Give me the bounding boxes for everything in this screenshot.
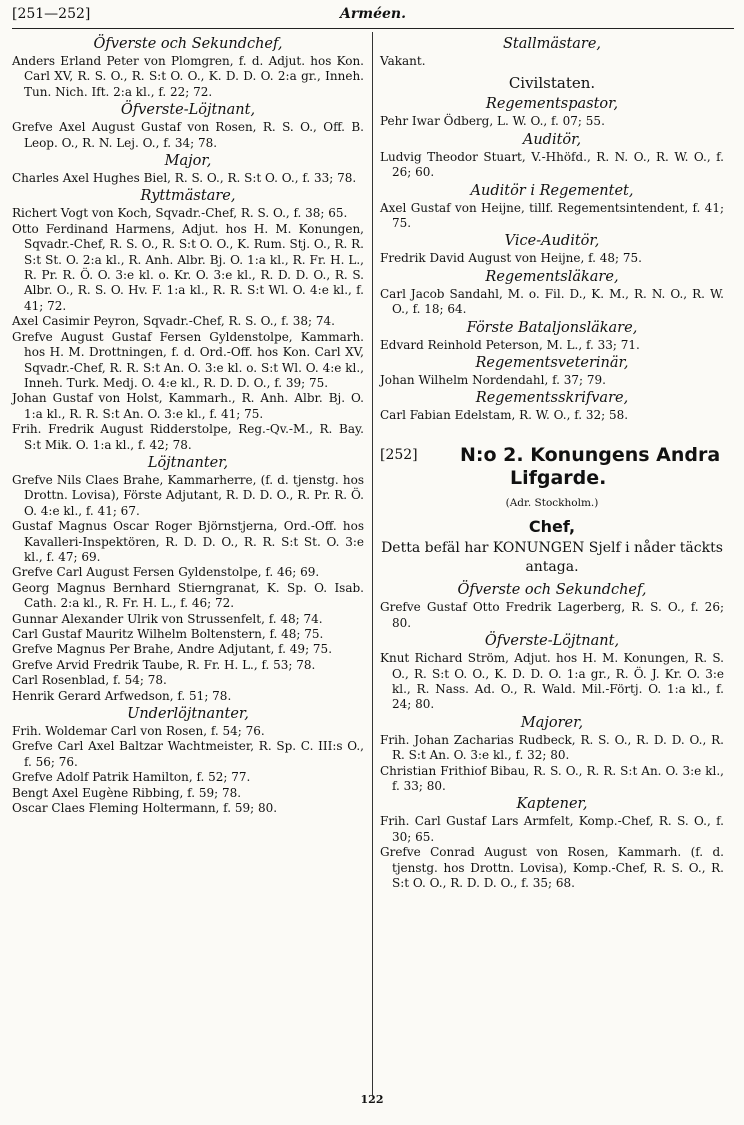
regiment-subtitle: Lifgarde. [510,466,607,489]
person-entry: Grefve Axel August Gustaf von Rosen, R. S. O., Off. B. Leop. O., R. N. Lej. O., f. 34; 78. [12,120,364,150]
person-entry: Axel Gustaf von Heijne, tillf. Regementsintendent, f. 41; 75. [380,200,724,231]
person-entry: Grefve Magnus Per Brahe, Andre Adjutant, f. 49; 75. [12,642,333,657]
person-entry: Gustaf Magnus Oscar Roger Björnstjerna, Ord.-Off. hos Kavalleri-Inspektören, R. D. D. O., R. R. S:t St. O. 3:e kl., f. 47; 69. [12,519,364,564]
right-column-bottom [380,581,724,891]
section-heading: Major, [164,153,212,170]
column-divider [372,32,373,1095]
section-heading: Öfverste och Sekundchef, [93,36,283,52]
running-title: Arméen. [340,6,406,22]
person-entry: Oscar Claes Fleming Holtermann, f. 59; 80. [12,801,278,816]
section-heading: Regementsskrifvare, [475,390,629,407]
section-heading: Vice-Auditör, [504,233,600,250]
person-entry: Johan Gustaf von Holst, Kammarh., R. Anh. Albr. Bj. O. 1:a kl., R. R. S:t An. O. 3:e kl., f. 41; 75. [12,391,364,421]
person-entry: Georg Magnus Bernhard Stierngranat, K. Sp. O. Isab. Cath. 2:a kl., R. Fr. H. L., f. 46; 72. [12,580,364,611]
right-column-top [380,35,724,424]
left-column [12,34,364,816]
person-entry: Fredrik David August von Heijne, f. 48; 75. [380,251,642,266]
person-entry: Frih. Johan Zacharias Rudbeck, R. S. O., R. D. D. O., R. R. S:t An. O. 3:e kl., f. 32; 80. [380,732,724,763]
person-entry: Ludvig Theodor Stuart, V.-Hhöfd., R. N. O., R. W. O., f. 26; 60. [380,149,724,180]
section-heading: Auditör i Regementet, [470,182,634,199]
section-heading: Förste Bataljonsläkare, [466,319,638,336]
person-entry: Frih. Fredrik August Ridderstolpe, Reg.-Qv.-M., R. Bay. S:t Mik. O. 1:a kl., f. 42; 78. [12,422,364,452]
regiment-address: (Adr. Stockholm.) [505,496,599,509]
person-entry: Grefve Gustaf Otto Fredrik Lagerberg, R. S. O., f. 26; 80. [380,600,724,630]
person-entry: Grefve Conrad August von Rosen, Kammarh. (f. d. tjenstg. hos Drottn. Lovisa), Komp.-Chef, R. S. O., R. S:t O. O., R. D. D. O., f. 35; 68. [380,845,724,890]
section-heading: Majorer, [520,714,584,731]
person-entry: Richert Vogt von Koch, Sqvadr.-Chef, R. S. O., f. 38; 65. [12,206,348,221]
person-entry: Bengt Axel Eugène Ribbing, f. 59; 78. [12,785,242,800]
section-heading: Ryttmästare, [140,188,236,205]
person-entry: Carl Fabian Edelstam, R. W. O., f. 32; 58. [380,408,629,423]
person-entry: Grefve August Gustaf Fersen Gyldenstolpe, Kammarh. hos H. M. Drottningen, f. d. Ord.-Off. hos Kon. Carl XV, Sqvadr.-Chef, R. R. S:t An. O. 3:e kl. o. S:t Wl. O. 4:e kl., Inneh. Turk. Medj. O. 4:e kl., R. D. D. O., f. 39; 75. [12,329,364,390]
person-entry: Carl Gustaf Mauritz Wilhelm Boltenstern, f. 48; 75. [12,627,324,641]
regiment-page-marker: [252] [380,446,418,463]
person-entry: Johan Wilhelm Nordendahl, f. 37; 79. [380,373,606,388]
section-heading: Auditör, [522,131,582,148]
person-entry: Anders Erland Peter von Plomgren, f. d. Adjut. hos Kon. Carl XV, R. S. O., R. S:t O. O., K. D. D. O. 2:a gr., Inneh. Tun. Nich. Ift. 2:a kl., f. 22; 72. [12,54,364,99]
person-entry: Frih. Carl Gustaf Lars Armfelt, Komp.-Chef, R. S. O., f. 30; 65. [380,814,724,844]
section-heading: Öfverste-Löjtnant, [484,633,620,650]
section-heading: Öfverste och Sekundchef, [457,582,647,599]
plain-text: Vakant. [380,54,426,68]
person-entry: Grefve Nils Claes Brahe, Kammarherre, (f. d. tjenstg. hos Drottn. Lovisa), Förste Adjutant, R. D. D. O., R. Pr. R. Ö. O. 4:e kl., f. 41; 67. [12,472,364,518]
section-heading: Regementsläkare, [485,268,619,285]
page-range: [251—252] [12,6,91,22]
person-entry: Grefve Arvid Fredrik Taube, R. Fr. H. L., f. 53; 78. [12,657,316,672]
section-heading: Stallmästare, [502,36,602,52]
section-heading: Regementspastor, [485,96,619,113]
page-number: 122 [360,1093,384,1106]
person-entry: Christian Frithiof Bibau, R. S. O., R. R. S:t An. O. 3:e kl., f. 33; 80. [380,763,724,793]
person-entry: Carl Jacob Sandahl, M. o. Fil. D., K. M., R. N. O., R. W. O., f. 18; 64. [380,286,724,317]
regiment-title: N:o 2. Konungens Andra [460,443,721,466]
section-heading: Underlöjtnanter, [127,706,249,723]
person-entry: Grefve Carl Axel Baltzar Wachtmeister, R. Sp. C. III:s O., f. 56; 76. [12,739,364,769]
chef-heading: Chef, [528,517,576,537]
person-entry: Knut Richard Ström, Adjut. hos H. M. Konungen, R. S. O., R. S:t O. O., K. D. D. O. 1:a gr., R. Ö. J. Kr. O. 3:e kl., R. Nass. Ad. O., R. Wald. Mil.-Förtj. O. 1:a kl., f. 24; 80. [380,651,724,712]
section-heading: Kaptener, [516,796,588,813]
person-entry: Otto Ferdinand Harmens, Adjut. hos H. M. Konungen, Sqvadr.-Chef, R. S. O., R. S:t O. O., K. Rum. Stj. O., R. R. S:t St. O. 2:a kl., R. Anh. Albr. Bj. O. 1:a kl., R. Fr. H. L., R. Pr. R. Ö. O. 3:e kl. o. Kr. O. 3:e kl., R. D. D. O., R. S. Albr. O., R. S. O. Hv. F. 1:a kl., R. R. S:t Wl. O. 4:e kl., f. 41; 72. [12,221,364,313]
section-heading: Öfverste-Löjtnant, [120,102,256,119]
person-entry: Grefve Adolf Patrik Hamilton, f. 52; 77. [12,770,251,785]
right-column [380,34,724,891]
person-entry: Grefve Carl August Fersen Gyldenstolpe, f. 46; 69. [12,565,320,580]
section-title: Civilstaten. [508,74,596,93]
person-entry: Pehr Iwar Ödberg, L. W. O., f. 07; 55. [380,114,605,129]
person-entry: Henrik Gerard Arfwedson, f. 51; 78. [12,688,232,703]
section-heading: Regementsveterinär, [475,355,629,372]
person-entry: Gunnar Alexander Ulrik von Strussenfelt, f. 48; 74. [12,611,323,626]
section-heading: Löjtnanter, [147,454,229,471]
person-entry: Axel Casimir Peyron, Sqvadr.-Chef, R. S. O., f. 38; 74. [12,314,335,329]
person-entry: Frih. Woldemar Carl von Rosen, f. 54; 76. [12,724,265,739]
regiment-block [380,444,724,577]
chef-text: Detta befäl har KONUNGEN Sjelf i nåder täckts antaga. [381,540,723,576]
person-entry: Edvard Reinhold Peterson, M. L., f. 33; 71. [380,337,640,352]
person-entry: Charles Axel Hughes Biel, R. S. O., R. S:t O. O., f. 33; 78. [12,171,357,186]
page-header [12,4,734,29]
person-entry: Carl Rosenblad, f. 54; 78. [12,673,167,688]
